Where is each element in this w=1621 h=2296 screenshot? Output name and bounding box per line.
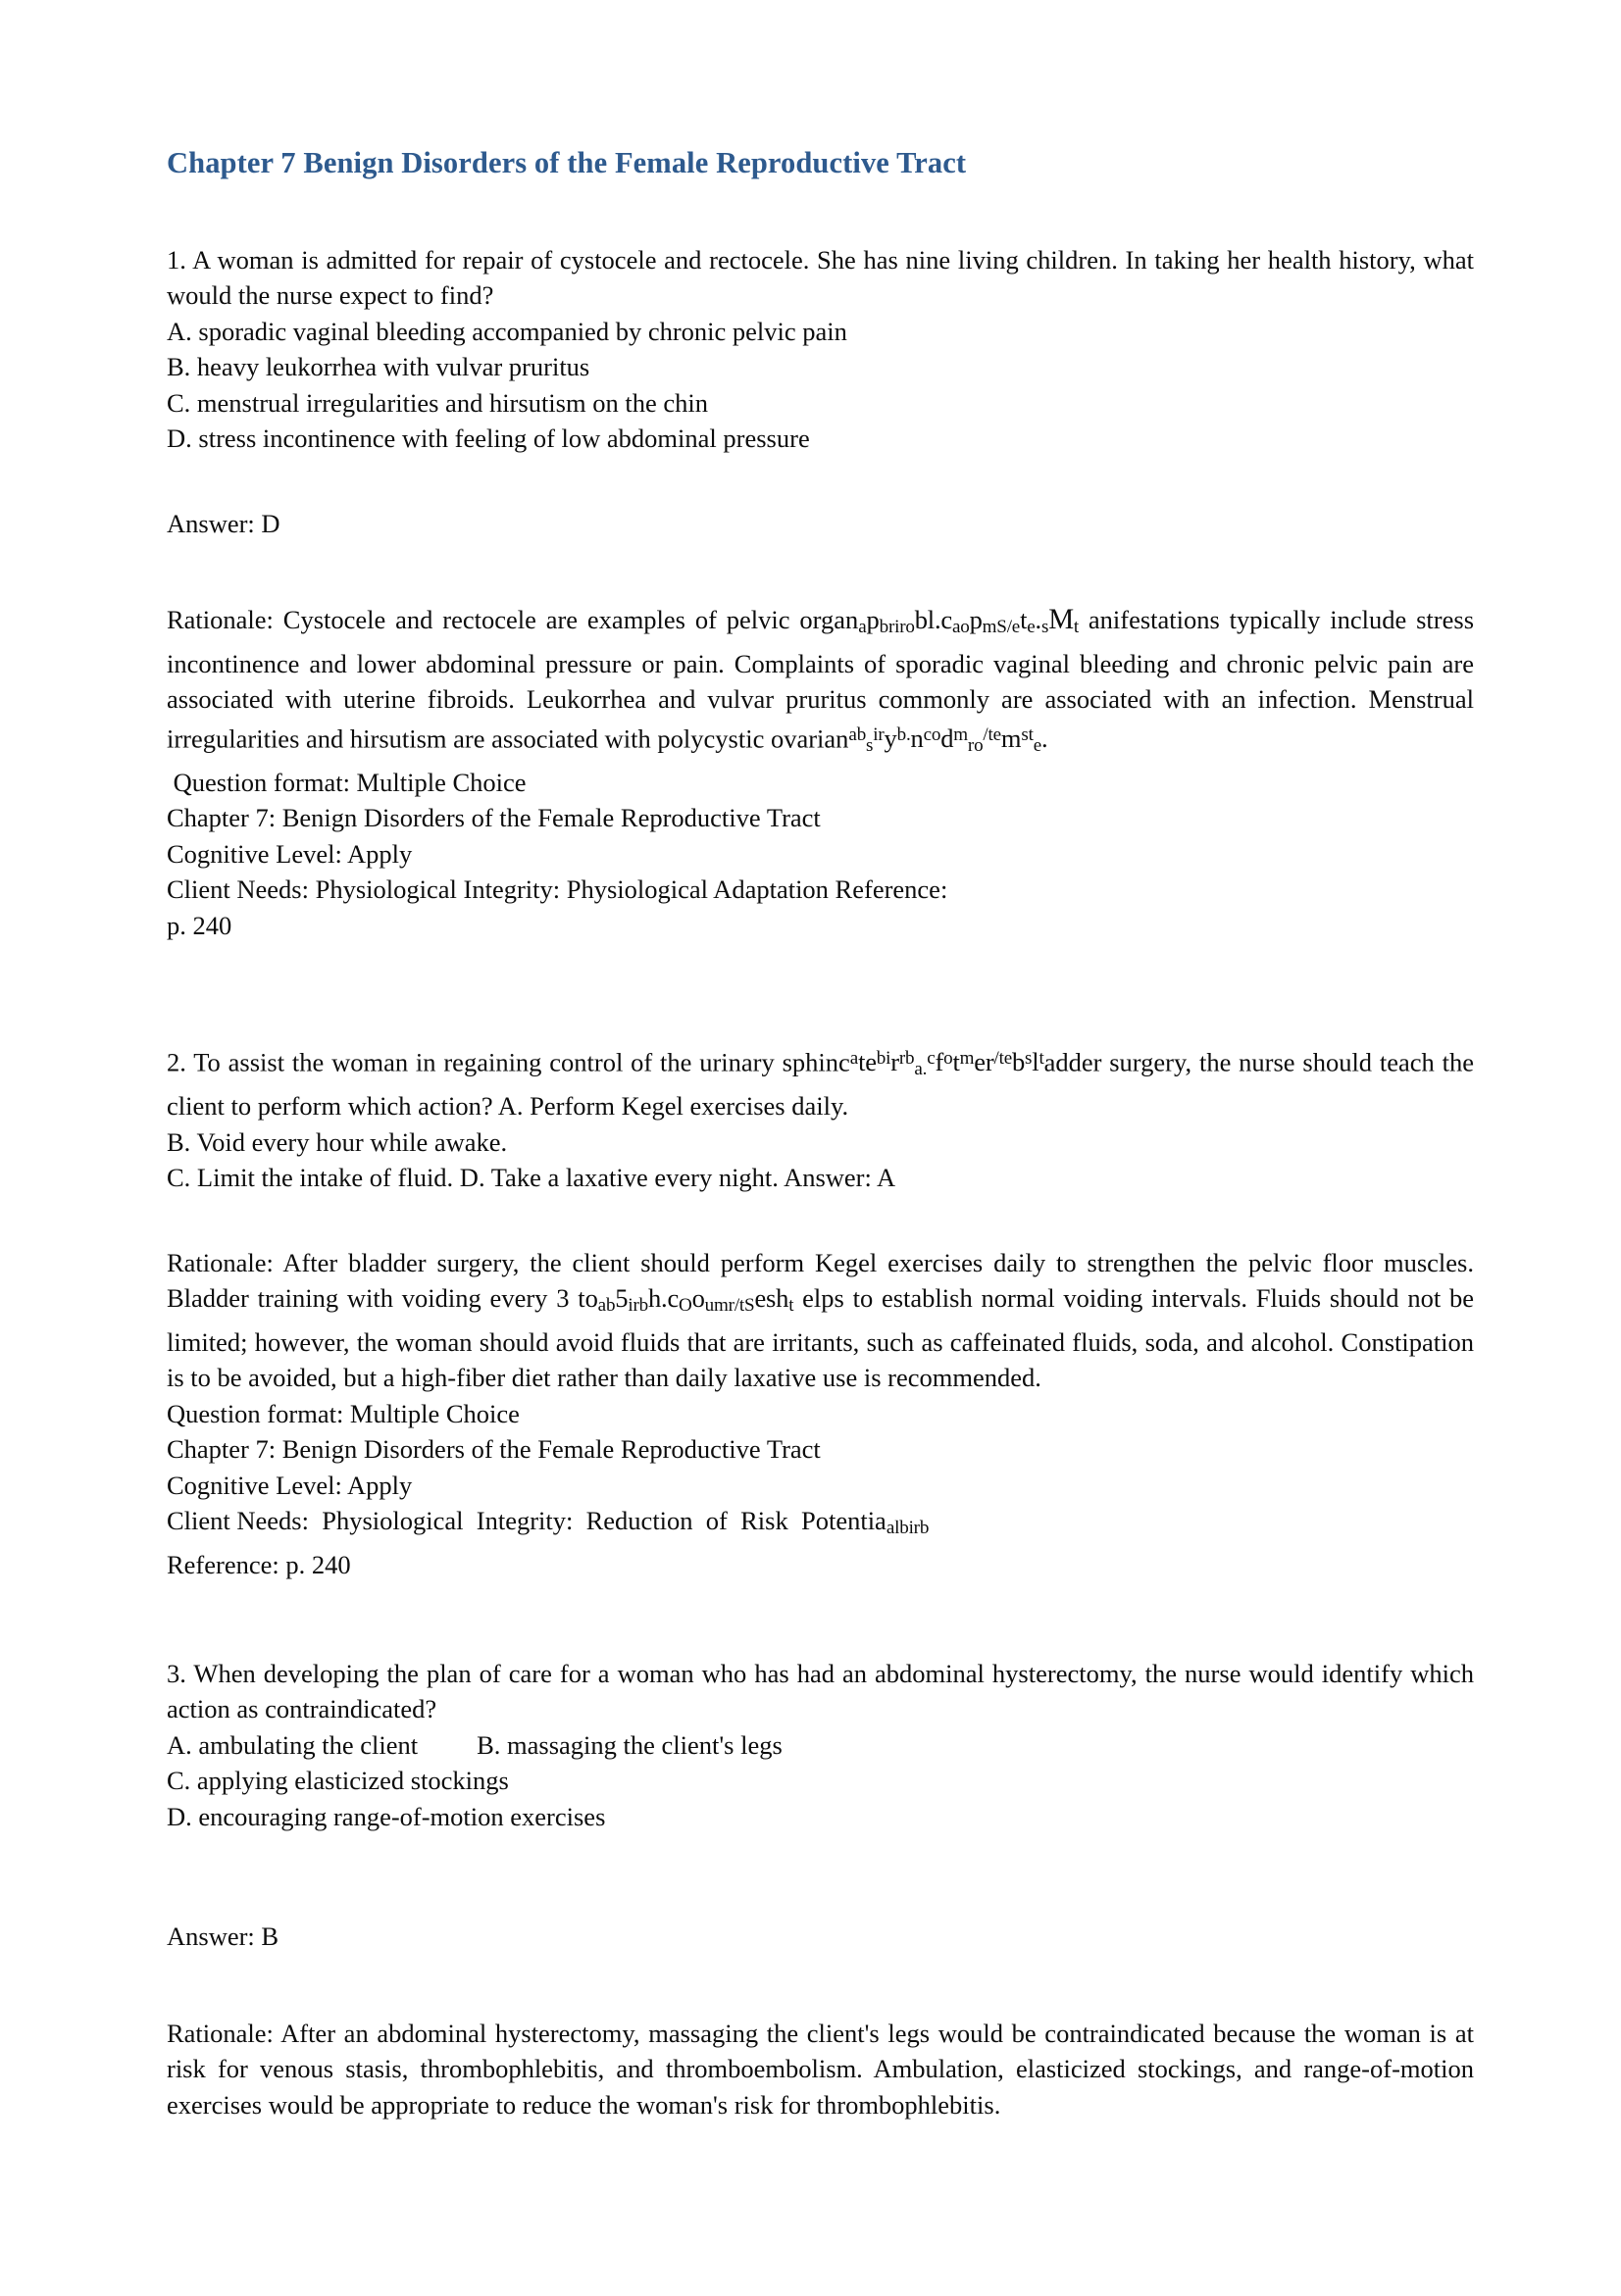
question-3-option-c[interactable]: C. applying elasticized stockings bbox=[167, 1766, 509, 1796]
question-2-meta-cognitive-level: Cognitive Level: Apply bbox=[167, 1470, 413, 1500]
question-1-option-a[interactable]: A. sporadic vaginal bleeding accompanied by chronic pelvic pain bbox=[167, 316, 847, 346]
question-3-option-d[interactable]: D. encouraging range-of-motion exercises bbox=[167, 1801, 606, 1831]
question-2-stem bbox=[167, 1041, 1474, 1123]
spacer bbox=[167, 1004, 1474, 1041]
question-2-rationale-text-b: elps to establish normal voiding intervals. Fluids should not be limited; however, the woman should avoid fluids that are irritants, such as caffeinated fluids, soda, and alcohol. Constipation is to be avoided, but a high-fiber diet rather than daily laxative use is recommended. bbox=[167, 1283, 1474, 1393]
question-1-meta-cognitive-level: Cognitive Level: Apply bbox=[167, 838, 413, 869]
question-1-block bbox=[167, 242, 1474, 944]
question-2-ocr-scramble-1: $^ate^{bi}r^{rb}a.^cf^ot^mer^{/te}b^sl^t$ bbox=[849, 1047, 1044, 1080]
question-2-meta-client-needs bbox=[167, 1503, 1474, 1547]
question-1-answer: Answer: D bbox=[167, 508, 280, 538]
question-2-ocr-scramble-3: albirb bbox=[886, 1518, 930, 1539]
spacer bbox=[167, 1895, 1474, 1919]
question-1-option-d[interactable]: D. stress incontinence with feeling of low abdominal pressure bbox=[167, 424, 810, 454]
question-2-meta-format: Question format: Multiple Choice bbox=[167, 1398, 520, 1428]
spacer bbox=[167, 1955, 1474, 2016]
question-2-block bbox=[167, 1041, 1474, 1582]
spacer bbox=[167, 181, 1474, 242]
question-2-meta-client-needs-text: Client Needs: Physiological Integrity: Reduction of Risk Potentia bbox=[167, 1506, 886, 1536]
question-1-option-b[interactable]: B. heavy leukorrhea with vulvar pruritus bbox=[167, 352, 590, 382]
question-2-rationale-text-a: Rationale: After bladder surgery, the client should perform Kegel exercises daily to strengthen the pelvic floor muscles. Bladder training with voiding every 3 t bbox=[167, 1247, 1474, 1314]
question-1-rationale-text-a: Rationale: Cystocele and rectocele are examples of pelvic organ bbox=[167, 605, 859, 635]
question-2-option-c-d[interactable]: C. Limit the intake of fluid. D. Take a laxative every night. Answer: A bbox=[167, 1163, 896, 1193]
question-1-ocr-scramble-2: $^{ab}s^{ir}y^{b.}n^{co}d^mro^{/te}m^{st}e$. bbox=[848, 724, 1048, 757]
question-2-stem-text-a: 2. To assist the woman in regaining control of the urinary sphinc bbox=[167, 1047, 850, 1077]
question-3-options-a-b bbox=[167, 1727, 1474, 1764]
question-1-stem: 1. A woman is admitted for repair of cystocele and rectocele. She has nine living children. In taking her health history, what would the nurse expect to find? bbox=[167, 244, 1474, 311]
question-2-rationale bbox=[167, 1245, 1474, 1396]
spacer bbox=[167, 457, 1474, 506]
spacer bbox=[167, 1834, 1474, 1895]
spacer bbox=[167, 1644, 1474, 1656]
question-1-meta-chapter: Chapter 7: Benign Disorders of the Female Reproductive Tract bbox=[167, 803, 821, 833]
question-2-meta-chapter: Chapter 7: Benign Disorders of the Female Reproductive Tract bbox=[167, 1434, 821, 1465]
question-1-meta-page: p. 240 bbox=[167, 910, 232, 940]
question-3-rationale: Rationale: After an abdominal hysterectomy, massaging the client's legs would be contraindicated because the woman is at risk for venous stasis, thrombophlebitis, and thromboembolism. Ambulation, elasticized stockings, and range-of-motion exercises would be appropriate to reduce the woman's risk for thrombophlebitis. bbox=[167, 2018, 1474, 2120]
question-1-meta-client-needs: Client Needs: Physiological Integrity: Physiological Adaptation Reference: bbox=[167, 874, 948, 905]
question-1-option-c[interactable]: C. menstrual irregularities and hirsutism on the chin bbox=[167, 387, 708, 418]
spacer bbox=[167, 1583, 1474, 1644]
question-2-stem-text-b: adder surgery, the nurse should teach the client to perform which action? A. Perform Kegel exercises daily. bbox=[167, 1047, 1474, 1122]
page-title: Chapter 7 Benign Disorders of the Female Reproductive Tract bbox=[167, 146, 967, 179]
question-1-meta-format: Question format: Multiple Choice bbox=[167, 767, 527, 797]
question-3-answer: Answer: B bbox=[167, 1922, 279, 1952]
question-2-option-b[interactable]: B. Void every hour while awake. bbox=[167, 1126, 508, 1157]
spacer bbox=[167, 541, 1474, 602]
question-3-block bbox=[167, 1656, 1474, 2123]
question-2-ocr-scramble-2: oab5irbh.cOoumr/tSesht bbox=[584, 1283, 794, 1317]
question-1-ocr-scramble-1: apbrirobl.caopmS/ete.sMt bbox=[858, 604, 1080, 638]
question-3-stem: 3. When developing the plan of care for a woman who has had an abdominal hysterectomy, the nurse would identify which action as contraindicated? bbox=[167, 1658, 1474, 1724]
question-1-rationale-text-b: anifestations typically include stress incontinence and lower abdominal pressure or pain. Complaints of sporadic vaginal bleeding and chronic pelvic pain are associated with uterine fibroids. Leukorrhea and vulvar pruritus commonly are associated with an infection. Menstrual irregularities and hirsutism are associated with polycystic ovarian bbox=[167, 605, 1475, 754]
spacer bbox=[167, 943, 1474, 1004]
question-1-rationale bbox=[167, 602, 1474, 765]
question-3-option-b[interactable]: B. massaging the client's legs bbox=[477, 1729, 783, 1760]
question-3-option-a[interactable]: A. ambulating the client bbox=[167, 1729, 419, 1760]
question-2-meta-reference: Reference: p. 240 bbox=[167, 1550, 351, 1580]
spacer bbox=[167, 1196, 1474, 1245]
